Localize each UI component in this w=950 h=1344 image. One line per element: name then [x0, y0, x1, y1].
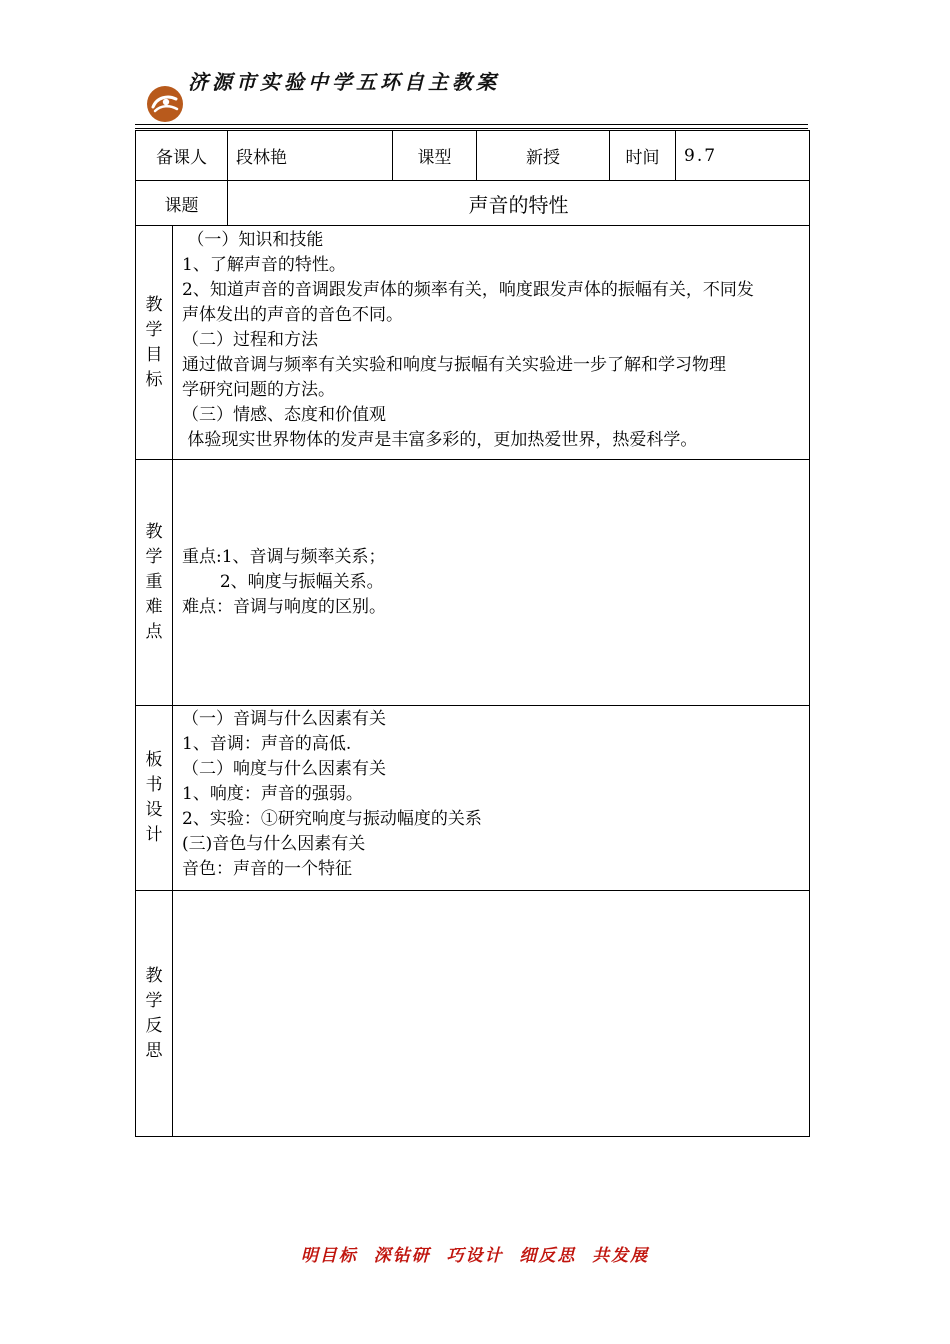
header-rule	[135, 124, 808, 125]
lesson-plan-table	[135, 130, 810, 1137]
lesson-type-value: 新授	[477, 131, 610, 181]
lesson-type-label: 课型	[393, 131, 477, 181]
board-content	[173, 706, 810, 891]
info-row	[136, 131, 810, 181]
keypoints-row	[136, 460, 810, 706]
time-label: 时间	[610, 131, 676, 181]
board-line: （二）响度与什么因素有关	[182, 759, 386, 779]
goals-line: 2、知道声音的音调跟发声体的频率有关，响度跟发声体的振幅有关，不同发	[182, 280, 754, 300]
goals-line: 1、了解声音的特性。	[182, 255, 346, 275]
keypoints-line: 重点:1、音调与频率关系；	[182, 547, 386, 567]
header-title: 济源市实验中学五环自主教案	[188, 70, 500, 94]
board-line: 音色：声音的一个特征	[182, 859, 352, 879]
board-line: 1、响度：声音的强弱。	[182, 784, 363, 804]
keypoints-label: 教 学 重 难 点	[136, 460, 173, 706]
goals-line: 声体发出的声音的音色不同。	[182, 305, 403, 325]
reflection-row	[136, 891, 810, 1137]
keypoints-line: 难点：音调与响度的区别。	[182, 597, 386, 617]
school-logo-icon	[146, 85, 184, 123]
topic-value: 声音的特性	[228, 181, 810, 226]
goals-line: 学研究问题的方法。	[182, 380, 335, 400]
board-line: (三)音色与什么因素有关	[182, 834, 366, 854]
reflection-label: 教 学 反 思	[136, 891, 173, 1137]
reflection-content	[173, 891, 810, 1137]
goals-content	[173, 226, 810, 460]
goals-line: （一）知识和技能	[182, 230, 324, 250]
goals-line: 体验现实世界物体的发声是丰富多彩的，更加热爱世界，热爱科学。	[182, 430, 698, 450]
footer-slogan: 明目标 深钻研 巧设计 细反思 共发展	[300, 1246, 650, 1266]
keypoints-line: 2、响度与振幅关系。	[182, 572, 384, 592]
topic-row	[136, 181, 810, 226]
board-line: 2、实验：①研究响度与振动幅度的关系	[182, 809, 482, 829]
goals-line: （三）情感、态度和价值观	[182, 405, 386, 425]
board-line: 1、音调：声音的高低.	[182, 734, 352, 754]
goals-label: 教 学 目 标	[136, 226, 173, 460]
header-rule-thin	[135, 128, 808, 129]
preparer-value: 段林艳	[228, 131, 393, 181]
topic-label: 课题	[136, 181, 228, 226]
board-label: 板 书 设 计	[136, 706, 173, 891]
preparer-label: 备课人	[136, 131, 228, 181]
goals-line: 通过做音调与频率有关实验和响度与振幅有关实验进一步了解和学习物理	[182, 355, 726, 375]
board-row	[136, 706, 810, 891]
goals-line: （二）过程和方法	[182, 330, 318, 350]
board-line: （一）音调与什么因素有关	[182, 709, 386, 729]
keypoints-content	[173, 460, 810, 706]
goals-row	[136, 226, 810, 460]
time-value: 9.7	[676, 131, 810, 181]
